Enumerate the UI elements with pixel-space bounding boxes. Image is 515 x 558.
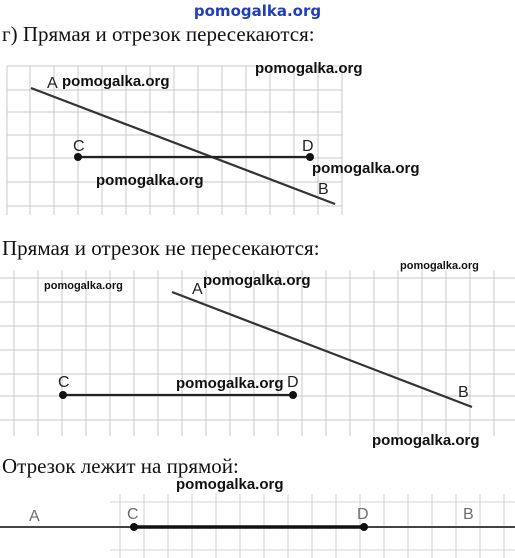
site-watermark-header: pomogalka.org <box>193 2 322 20</box>
point-c <box>130 523 138 531</box>
label-c: C <box>73 138 85 155</box>
caption-no-intersect: Прямая и отрезок не пересекаются: <box>2 236 320 260</box>
label-c: C <box>58 374 70 391</box>
label-d: D <box>287 374 299 391</box>
label-b: B <box>458 384 469 401</box>
watermark: pomogalka.org <box>96 172 204 189</box>
watermark: pomogalka.org <box>203 272 311 289</box>
point-d <box>360 523 368 531</box>
label-a: A <box>192 281 203 298</box>
label-c: C <box>127 506 139 523</box>
watermark: pomogalka.org <box>62 73 170 90</box>
watermark: pomogalka.org <box>400 260 479 272</box>
label-a: A <box>29 508 40 525</box>
watermark: pomogalka.org <box>312 160 420 177</box>
caption-on-line: Отрезок лежит на прямой: <box>2 454 239 478</box>
label-a: A <box>47 75 58 92</box>
caption-intersect: г) Прямая и отрезок пересекаются: <box>2 22 315 46</box>
watermark: pomogalka.org <box>372 432 480 449</box>
label-d: D <box>302 138 314 155</box>
watermark: pomogalka.org <box>176 375 284 392</box>
label-b: B <box>463 506 474 523</box>
watermark: pomogalka.org <box>44 280 123 292</box>
watermark: pomogalka.org <box>255 60 363 77</box>
label-b: B <box>318 181 329 198</box>
label-d: D <box>357 506 369 523</box>
watermark: pomogalka.org <box>176 476 284 493</box>
